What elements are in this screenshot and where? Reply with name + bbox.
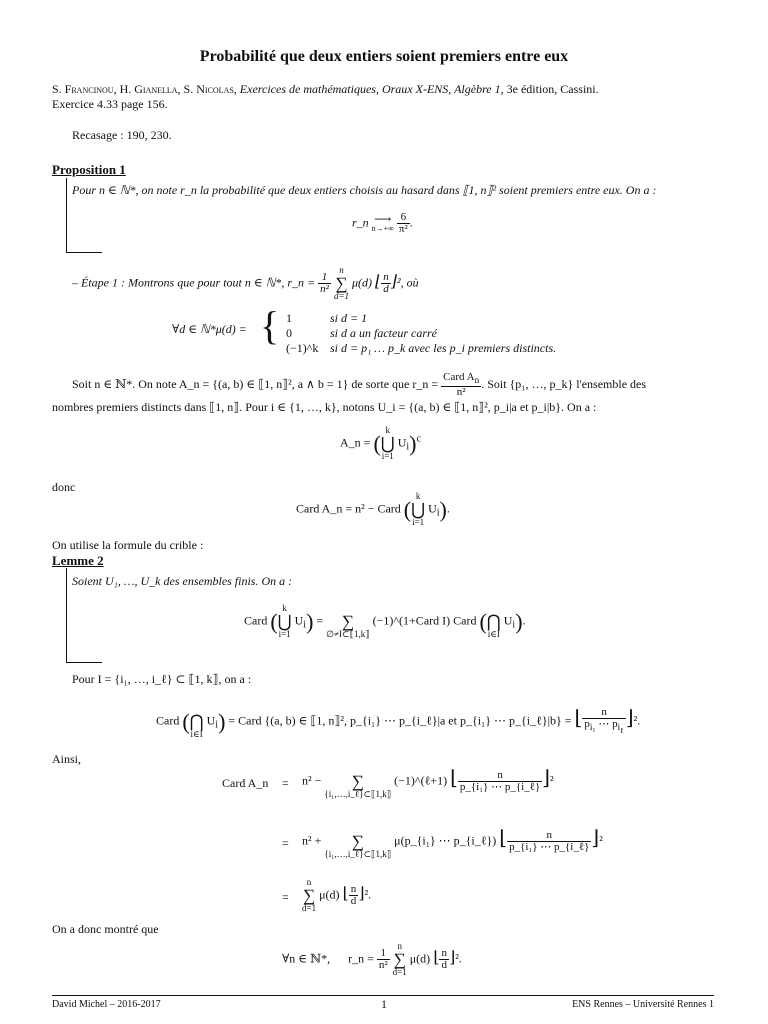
align-eq-2: = — [282, 836, 289, 850]
align-line-2: n² + ∑ {i₁,…,i_ℓ}⊂⟦1,k⟧ μ(p_{i₁} ⋯ p_{i_ℓ}) ⌊ $\frac{n}{\text{p\_\{i₁\} ⋯ p\_\{i\_ℓ\}}}$ ⌋² — [302, 827, 603, 859]
lemme-bracket — [66, 568, 67, 662]
lemme-formula: Card (k ⋃ i=1 $U_i$) = ∑ ∅≠I⊂⟦1,k⟧ (−1)^(1+Card I) Card ( ⋂ i∈I $U_i$). — [244, 603, 526, 639]
align-lhs: Card A_n — [222, 776, 269, 790]
reference-authors: S. Francinou, H. Gianella, S. Nicolas, — [52, 82, 237, 96]
pour-i: Pour I = {i₁, …, i_ℓ} ⊂ ⟦1, k⟧, on a : — [72, 672, 252, 686]
mobius-case-2-value: 0 — [286, 326, 292, 340]
one-over-n2: $\frac{1}{\text{n²}}$ — [320, 271, 329, 295]
proposition-bracket — [66, 178, 67, 252]
lemme-bracket-bottom — [66, 662, 102, 663]
reference-book: Exercices de mathématiques, Oraux X-ENS, Algèbre 1, — [239, 82, 504, 96]
etape1-suffix: , où — [400, 275, 419, 290]
para-soit-line1: Soit n ∈ ℕ*. On note A_n = {(a, b) ∈ ⟦1, n⟧², a ∧ b = 1} de sorte que r_n = $\frac{Card A_n}{\text{n²}}$ . Soit {p₁, …, p_k} l'ensemble des — [72, 371, 647, 399]
lemme-text: Soient U₁, …, U_k des ensembles finis. On a : — [72, 574, 293, 588]
eq-card-an: Card A_n = n² − Card (k ⋃ i=1 $U_i$). — [296, 491, 450, 527]
mobius-case-1-cond: si d = 1 — [330, 311, 368, 325]
conclusion: On a donc montré que — [52, 922, 159, 936]
etape1: – Étape 1 : Montrons que pour tout n ∈ ℕ*, r_n = $\frac{1}{\text{n²}}$ n ∑ d=1 μ(d) ⌊ $\frac{n}{d}$ ⌋², où — [72, 265, 419, 301]
align-line-1: n² − ∑ {i₁,…,i_ℓ}⊂⟦1,k⟧ (−1)^(ℓ+1) ⌊ $\frac{n}{\text{p\_\{i₁\} ⋯ p\_\{i\_ℓ\}}}$ ⌋² — [302, 767, 554, 799]
donc: donc — [52, 480, 76, 494]
reference-edition: 3e édition, Cassini. — [506, 82, 599, 96]
reference-exercise: Exercice 4.33 page 156. — [52, 97, 168, 111]
mobius-case-3-cond: si d = p₁ … p_k avec les p_i premiers distincts. — [330, 341, 557, 355]
six-over-pi2: $\frac{6}{\text{π²}}$ — [398, 211, 408, 235]
eq-an: A_n = (k ⋃ i=1 $U_i)^c$ — [340, 425, 421, 461]
footer-page: 1 — [381, 997, 387, 1011]
limit-arrow: ⟶ n→+∞ — [371, 211, 394, 233]
proposition-formula: r_n ⟶ n→+∞ $\frac{6}{\text{π²}}$ . — [352, 211, 413, 235]
recasage: Recasage : 190, 230. — [72, 128, 172, 142]
proposition-heading: Proposition 1 — [52, 162, 126, 177]
para-soit-line2: nombres premiers distincts dans ⟦1, n⟧. Pour i ∈ {1, …, k}, notons U_i = {(a, b) ∈ ⟦1, n⟧², p_i|a et p_i|b}. On a : — [52, 400, 597, 414]
eq-intersection: Card ( ⋂ i∈I $U_i$) = Card {(a, b) ∈ ⟦1, n⟧², p_{i₁} ⋯ p_{i_ℓ}|a et p_{i₁} ⋯ p_{i_ℓ}|b} = ⌊ $\frac{n}{p_{i_1} \cdots p_{i_\ell}}$ ⌋². — [156, 705, 641, 739]
mobius-case-3-value: (−1)^k — [286, 341, 319, 355]
lemme-heading: Lemme 2 — [52, 553, 104, 568]
crible-intro: On utilise la formule du crible : — [52, 538, 204, 552]
align-eq-3: = — [282, 890, 289, 904]
mobius-case-1-value: 1 — [286, 311, 292, 325]
align-eq-1: = — [282, 776, 289, 790]
footer-school: ENS Rennes – Université Rennes 1 — [572, 999, 714, 1010]
footer-author: David Michel – 2016-2017 — [52, 999, 161, 1010]
etape1-text: – Étape 1 : Montrons que pour tout n ∈ ℕ*, r_n = — [72, 275, 316, 290]
sum-d: n ∑ d=1 — [333, 265, 350, 301]
page-title: Probabilité que deux entiers soient premiers entre eux — [199, 48, 569, 65]
proposition-bracket-bottom — [66, 252, 102, 253]
footer-rule — [52, 995, 714, 996]
mobius-lhs: ∀d ∈ ℕ*μ(d) = — [172, 322, 247, 336]
mobius-case-2-cond: si d a un facteur carré — [330, 326, 437, 340]
brace: { — [260, 303, 280, 348]
reference — [52, 82, 714, 112]
card-an-over-n2: $\frac{Card A_n}{\text{n²}}$ — [443, 371, 480, 399]
final-formula: ∀n ∈ ℕ*, r_n = $\frac{1}{\text{n²}}$ n ∑ d=1 μ(d) ⌊ $\frac{n}{d}$ ⌋². — [282, 941, 462, 977]
ainsi: Ainsi, — [52, 752, 82, 766]
align-line-3: n ∑ d=1 μ(d) ⌊ $\frac{n}{d}$ ⌋². — [302, 877, 372, 913]
proposition-text: Pour n ∈ ℕ*, on note r_n la probabilité que deux entiers choisis au hasard dans ⟦1, n⟧² soient premiers entre eux. On a : — [72, 183, 657, 197]
r-n: r_n — [352, 215, 369, 230]
